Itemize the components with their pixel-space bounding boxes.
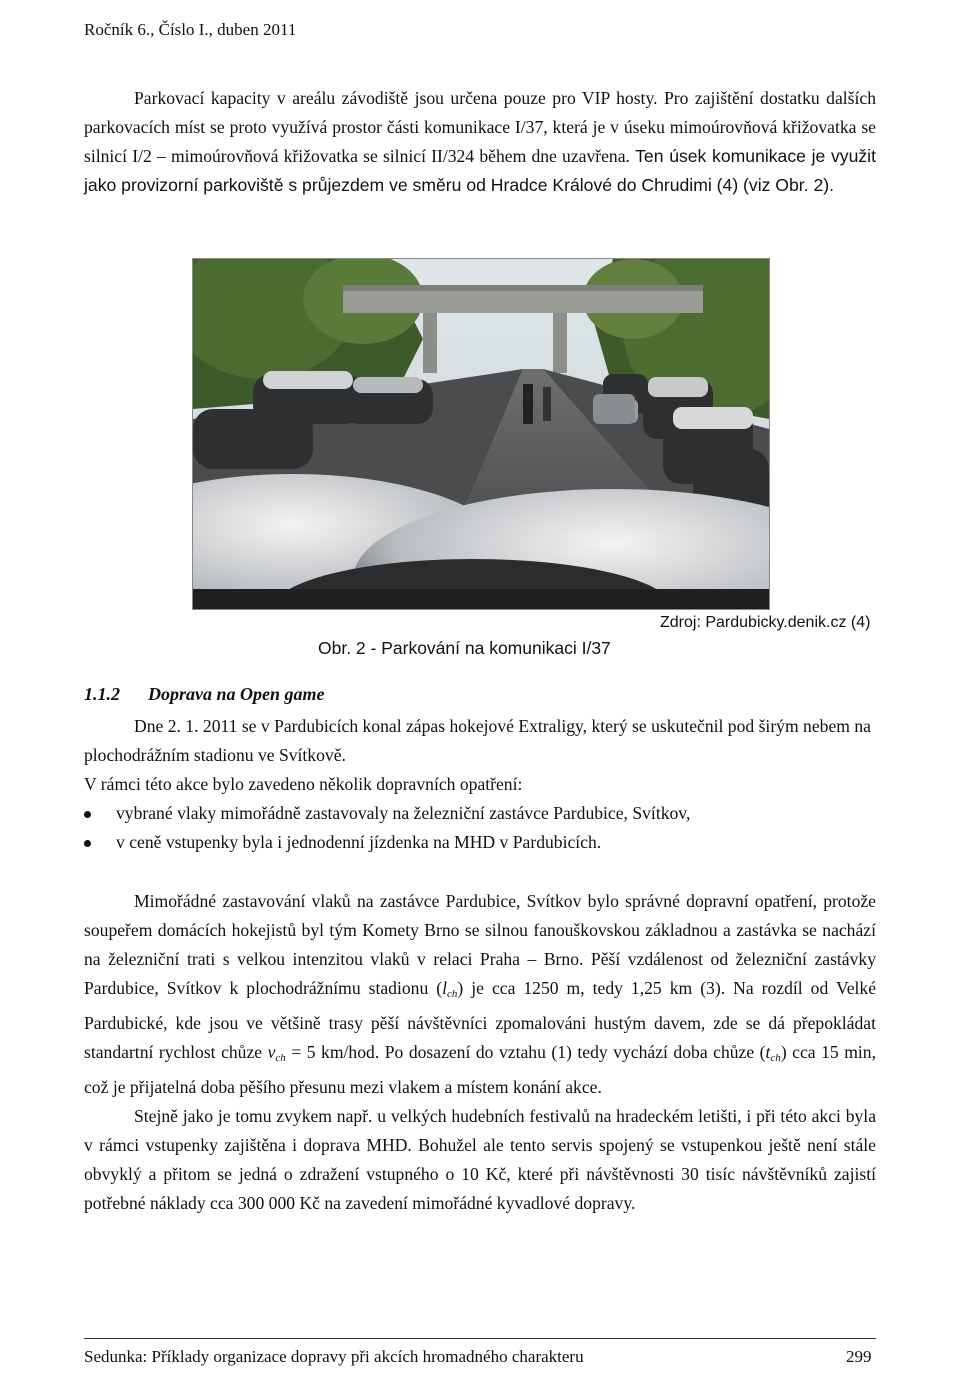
footer-rule <box>84 1338 876 1339</box>
photo-illustration <box>193 259 769 609</box>
footer-title: Sedunka: Příklady organizace dopravy při akcích hromadného charakteru <box>84 1347 584 1366</box>
list-item-text: v ceně vstupenky byla i jednodenní jízdenka na MHD v Pardubicích. <box>116 832 602 852</box>
paragraph-match: Dne 2. 1. 2011 se v Pardubicích konal zápas hokejové Extraligy, který se uskutečnil pod širým nebem na plochodrážním stadionu ve Svítkově. <box>84 716 871 765</box>
paragraph-mhd: Stejně jako je tomu zvykem např. u velkých hudebních festivalů na hradeckém letišti, i při této akci byla v rámci vstupenky zajištěna i doprava MHD. Bohužel ale tento servis spojený se vstupenkou ještě není stále obvyklý a přitom se jedná o zdražení vstupného o 10 Kč, které při návštěvnosti 30 tisíc návštěvníků zajistí potřebné náklady cca 300 000 Kč na zavedení mimořádné kyvadlové dopravy. <box>84 1106 876 1213</box>
page-number: 299 <box>846 1347 872 1366</box>
list-item <box>84 799 876 828</box>
bullet-dot-icon <box>84 811 91 818</box>
paragraph-train-stop: Mimořádné zastavování vlaků na zastávce Pardubice, Svítkov bylo správné dopravní opatření, protože soupeřem domácích hokejistů byl tým Komety Brno se silnou fanouškovskou základnou a zastávka se nachází na železniční trati s velkou intenzitou vlaků v relaci Praha – Brno. Pěší vzdálenost od železniční zastávky Pardubice, Svítkov k plochodrážnímu stadionu $(l_{ch})$ je cca 1250 m, tedy 1,25 km (3). Na rozdíl od Velké Pardubické, kde jsou ve většině trasy pěší návštěvníci zpomalováni hustým davem, zde se dá přepokládat standartní rychlost chůze $v_{ch} = 5$ km/hod. Po dosazení do vztahu (1) tedy vychází doba chůze $(t_{ch})$ cca 15 min, což je přijatelná doba pěšího přesunu mezi vlakem a místem konání akce. <box>84 891 876 1097</box>
section-heading <box>84 684 325 705</box>
intro-sentence-1: Parkovací kapacity v areálu závodiště jsou určena pouze pro VIP hosty. Pro zajištění dostatku dalších parkovacích míst se proto využívá prostor části komunikace I/37, která je v úseku mimoúrovňová křižovatka se silnicí I/2 – mimoúrovňová křižovatka se silnicí II/324 během dne uzavřena. <box>84 88 876 166</box>
figure-caption: Obr. 2 - Parkování na komunikaci I/37 <box>318 638 611 658</box>
intro-paragraph <box>84 84 876 200</box>
bullet-dot-icon <box>84 840 91 847</box>
list-item <box>84 828 876 857</box>
paragraph-measures-intro: V rámci této akce bylo zavedeno několik dopravních opatření: <box>84 774 523 794</box>
running-header: Ročník 6., Číslo I., duben 2011 <box>84 20 297 39</box>
body-text <box>84 887 876 1218</box>
intro-sentence-2: Ten úsek komunikace je využit jako provizorní parkoviště s průjezdem ve směru od Hradce Králové do Chrudimi (4) (viz Obr. 2). <box>84 146 876 195</box>
measures-list <box>84 799 876 857</box>
parking-photo <box>192 258 770 610</box>
section-body <box>84 712 876 857</box>
section-title: Doprava na Open game <box>148 684 325 704</box>
list-item-text: vybrané vlaky mimořádně zastavovaly na železniční zastávce Pardubice, Svítkov, <box>116 803 691 823</box>
section-number: 1.1.2 <box>84 684 120 704</box>
figure-source: Zdroj: Pardubicky.denik.cz (4) <box>660 614 871 631</box>
